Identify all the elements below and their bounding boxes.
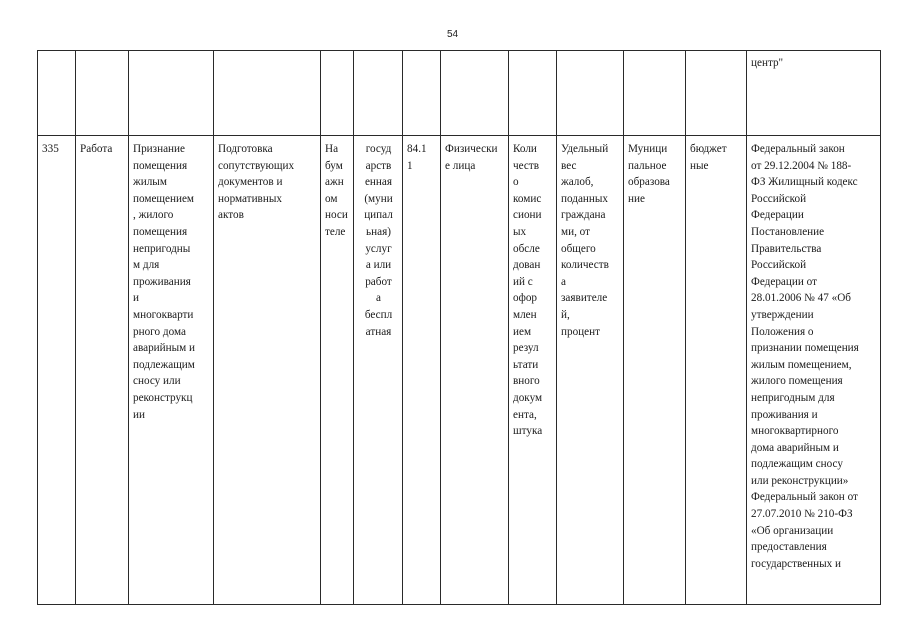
cont-cell-volume: [509, 51, 557, 136]
row-form: На бум ажн ом носи теле: [325, 143, 348, 238]
row-consumers: Физически е лица: [445, 143, 498, 172]
row-legal-basis: Федеральный закон от 29.12.2004 № 188- ФЗ Жилищный кодекс Российской Федерации Постановление Правительства Российской Федерации от 28.01.2006 № 47 «Об утверждении Положения о признании помещения жилым помещением, жилого помещения непригодным для проживания и многоквартирного дома аварийным и подлежащим сносу или реконструкции» Федеральный закон от 27.07.2010 № 210-ФЗ «Об организации предоставления государственных и: [751, 143, 859, 570]
table-row: [38, 136, 881, 605]
cont-cell-num: [38, 51, 76, 136]
cont-cell-payment: [354, 51, 403, 136]
cont-cell-institution-type: [686, 51, 747, 136]
row-indicator-quality: Удельный вес жалоб, поданных граждана ми, от общего количеств а заявителе й, процент: [561, 143, 609, 338]
cont-cell-name: [129, 51, 214, 136]
cell-legal-basis: [747, 136, 881, 605]
row-type: Работа: [80, 143, 113, 155]
row-number: 335: [42, 143, 59, 155]
cont-cell-consumers: [441, 51, 509, 136]
row-payment: госуд арств енная (муни ципал ьная) услуг а или работ а беспл атная: [364, 143, 393, 338]
cont-cell-code: [403, 51, 441, 136]
cell-content: [214, 136, 321, 605]
cell-num: [38, 136, 76, 605]
cell-payment: [354, 136, 403, 605]
cell-volume: [509, 136, 557, 605]
cell-institution-type: [686, 136, 747, 605]
cell-type: [76, 136, 129, 605]
cont-cell-form: [321, 51, 354, 136]
services-table: [37, 50, 881, 605]
cell-consumers: [441, 136, 509, 605]
page-number: 54: [446, 29, 459, 40]
cell-name: [129, 136, 214, 605]
row-institution: Муници пальное образова ние: [628, 143, 670, 205]
row-name: Признание помещения жилым помещением , жилого помещения непригодны м для проживания и многокварти рного дома аварийным и подлежащим сносу или реконструкц ии: [133, 143, 196, 421]
cont-legal-basis-text: центр": [751, 57, 784, 69]
cont-cell-content: [214, 51, 321, 136]
continuation-row: [38, 51, 881, 136]
cont-cell-institution: [624, 51, 686, 136]
cont-cell-legal-basis: [747, 51, 881, 136]
cell-quality: [557, 136, 624, 605]
row-institution-type: бюджет ные: [690, 143, 727, 172]
cont-cell-quality: [557, 51, 624, 136]
cell-form: [321, 136, 354, 605]
row-code: 84.1 1: [407, 143, 427, 172]
cell-code: [403, 136, 441, 605]
row-content: Подготовка сопутствующих документов и нормативных актов: [218, 143, 295, 222]
row-indicator-volume: Коли честв о комис сиони ых обсле дован ий с офор млен ием резул ьтати вного докум ента, штука: [513, 143, 543, 438]
cell-institution: [624, 136, 686, 605]
cont-cell-type: [76, 51, 129, 136]
